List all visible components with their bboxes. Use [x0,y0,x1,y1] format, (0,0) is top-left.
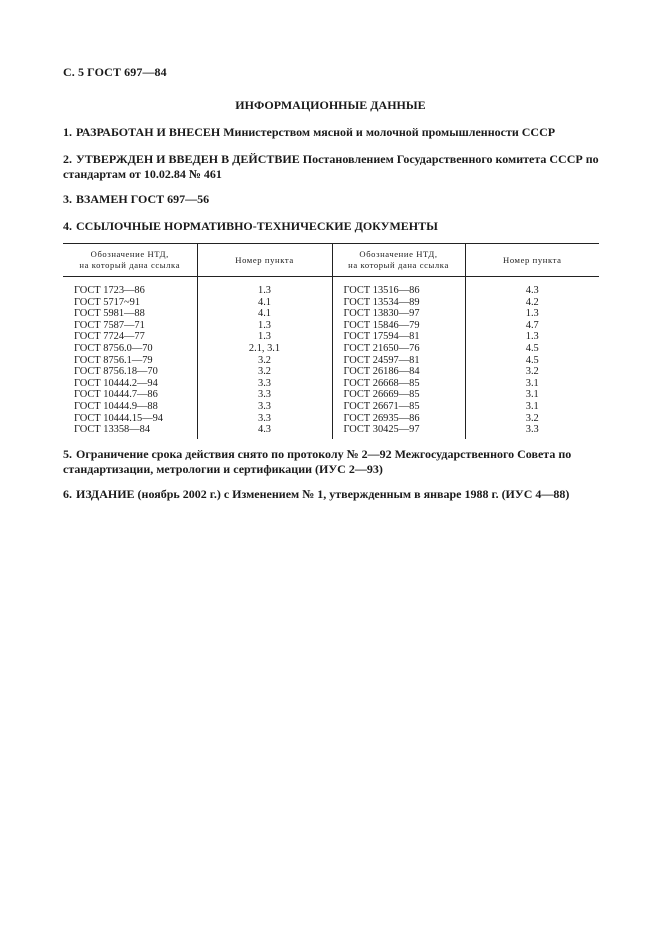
reference-document-2: ГОСТ 26935—86 [332,413,465,425]
item-number: 4.1 [197,297,332,309]
item-number: 1.3 [197,320,332,332]
item-number: 3.3 [197,389,332,401]
item-number-2: 3.2 [465,413,599,425]
section-number: 1. [63,125,72,139]
section-4 [63,219,603,234]
section-number: 5. [63,447,72,461]
item-number: 4.3 [197,424,332,439]
item-number: 3.3 [197,413,332,425]
reference-document-2: ГОСТ 13534—89 [332,297,465,309]
section-1 [63,125,603,140]
reference-document-2: ГОСТ 15846—79 [332,320,465,332]
reference-document: ГОСТ 5717~91 [74,296,141,308]
section-2 [63,152,603,182]
item-number: 4.1 [197,308,332,320]
item-number-2: 3.1 [465,389,599,401]
item-number: 3.3 [197,401,332,413]
reference-documents-table [63,243,599,439]
item-number-2: 1.3 [465,331,599,343]
header-document [63,244,197,277]
header-document-2-line1: Обозначение НТД, [359,249,438,259]
section-text: Постановлением Государственного комитета СССР по стандартам от 10.02.84 № 461 [63,152,599,181]
reference-document-2: ГОСТ 24597—81 [332,355,465,367]
header-document-line1: Обозначение НТД, [90,249,169,259]
item-number-2: 4.7 [465,320,599,332]
section-lead: ИЗДАНИЕ [76,487,135,501]
item-number: 3.3 [197,378,332,390]
reference-document: ГОСТ 8756.0—70 [74,342,153,354]
section-text: Ограничение срока действия снято по протоколу № 2—92 Межгосударственного Совета по стандартизации, метрологии и сертификации (ИУС 2—93) [63,447,572,476]
section-lead: ВЗАМЕН ГОСТ 697—56 [76,192,210,206]
reference-document-2: ГОСТ 17594—81 [332,331,465,343]
item-number-2: 4.2 [465,297,599,309]
reference-document: ГОСТ 5981—88 [74,308,145,320]
table-row [63,378,599,390]
table-row [63,320,599,332]
reference-document: ГОСТ 1723—86 [74,285,145,296]
reference-document: ГОСТ 7587—71 [74,319,145,331]
page-header: С. 5 ГОСТ 697—84 [63,65,167,79]
item-number: 1.3 [197,277,332,297]
table-row [63,277,599,297]
table-row [63,413,599,425]
item-number-2: 3.2 [465,366,599,378]
item-number-2: 4.5 [465,355,599,367]
header-item-2: Номер пункта [465,244,599,277]
reference-document-2: ГОСТ 26668—85 [332,378,465,390]
reference-document-2: ГОСТ 13516—86 [332,277,465,297]
table-row [63,389,599,401]
header-document-line2: на который дана ссылка [79,260,181,270]
item-number-2: 4.3 [465,277,599,297]
table-row [63,343,599,355]
table-row [63,401,599,413]
reference-document-2: ГОСТ 13830—97 [332,308,465,320]
reference-document: ГОСТ 13358—84 [74,424,151,436]
reference-document-2: ГОСТ 21650—76 [332,343,465,355]
table-body [63,277,599,439]
table-row [63,424,599,439]
section-number: 3. [63,192,72,206]
header-item: Номер пункта [197,244,332,277]
item-number: 3.2 [197,355,332,367]
section-number: 2. [63,152,72,166]
reference-document-2: ГОСТ 30425—97 [332,424,465,439]
section-6 [63,487,603,502]
table-header-row [63,244,599,277]
reference-document-2: ГОСТ 26671—85 [332,401,465,413]
reference-document-2: ГОСТ 26669—85 [332,389,465,401]
item-number-2: 1.3 [465,308,599,320]
reference-document: ГОСТ 7724—77 [74,331,145,343]
reference-document-2: ГОСТ 26186—84 [332,366,465,378]
section-lead: ССЫЛОЧНЫЕ НОРМАТИВНО-ТЕХНИЧЕСКИЕ ДОКУМЕНТЫ [76,219,438,233]
reference-document: ГОСТ 10444.2—94 [74,377,158,389]
item-number-2: 3.3 [465,424,599,439]
document-title: ИНФОРМАЦИОННЫЕ ДАННЫЕ [235,98,426,112]
header-document-2-line2: на который дана ссылка [348,260,449,270]
reference-document: ГОСТ 10444.15—94 [74,412,164,424]
header-document-2 [332,244,465,277]
item-number-2: 3.1 [465,401,599,413]
section-number: 4. [63,219,72,233]
item-number: 2.1, 3.1 [197,343,332,355]
table-row [63,308,599,320]
reference-document: ГОСТ 8756.1—79 [74,354,153,366]
section-3 [63,192,603,207]
item-number-2: 3.1 [465,378,599,390]
section-lead: РАЗРАБОТАН И ВНЕСЕН [76,125,221,139]
section-5 [63,447,603,477]
section-number: 6. [63,487,72,501]
item-number-2: 4.5 [465,343,599,355]
table-row [63,355,599,367]
reference-document: ГОСТ 10444.9—88 [74,400,158,412]
section-text: (ноябрь 2002 г.) с Изменением № 1, утвержденным в январе 1988 г. (ИУС 4—88) [137,487,570,501]
item-number: 3.2 [197,366,332,378]
item-number: 1.3 [197,331,332,343]
section-text: Министерством мясной и молочной промышленности СССР [223,125,556,139]
reference-document: ГОСТ 10444.7—86 [74,389,158,401]
table-row [63,331,599,343]
reference-document: ГОСТ 8756.18—70 [74,366,158,378]
table-row [63,297,599,309]
table-row [63,366,599,378]
section-lead: УТВЕРЖДЕН И ВВЕДЕН В ДЕЙСТВИЕ [76,152,300,166]
